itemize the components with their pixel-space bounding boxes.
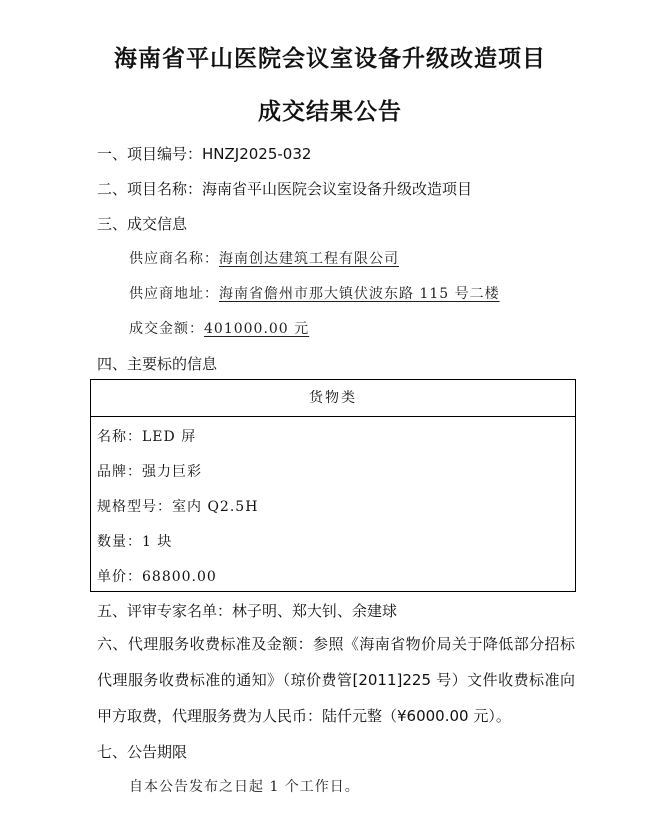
project-number: 一、项目编号：HNZJ2025-032 [97,145,312,163]
experts-line: 五、评审专家名单：林子明、郑大钊、余建球 [97,602,398,620]
main-target-heading: 四、主要标的信息 [97,355,218,373]
period-text: 自本公告发布之日起 1 个工作日。 [129,779,360,795]
supplier-name-value: 海南创达建筑工程有限公司 [219,251,399,267]
amount-value: 401000.00 元 [204,321,310,337]
supplier-name-label: 供应商名称： [129,251,219,267]
goods-price: 单价：68800.00 [97,569,217,585]
goods-brand: 品牌：强力巨彩 [97,464,202,480]
goods-spec: 规格型号：室内 Q2.5H [97,499,259,515]
goods-table [90,379,576,592]
amount-label: 成交金额： [129,321,204,337]
goods-table-header: 货物类 [91,380,575,417]
period-heading: 七、公告期限 [97,743,188,761]
goods-quantity: 数量：1 块 [97,534,173,550]
goods-name: 名称：LED 屏 [97,429,197,445]
fee-paragraph: 六、代理服务收费标准及金额：参照《海南省物价局关于降低部分招标代理服务收费标准的通知》（琼价费管[2011]225 号）文件收费标准向甲方取费，代理服务费为人民币：陆仟元整（¥6000.00 元）。 [97,635,575,725]
title-line-2: 成交结果公告 [258,99,402,125]
amount-line [129,318,309,338]
title-line-1: 海南省平山医院会议室设备升级改造项目 [114,46,546,72]
supplier-address-line [129,283,500,303]
supplier-address-label: 供应商地址： [129,286,219,302]
supplier-address-value: 海南省儋州市那大镇伏波东路 115 号二楼 [219,286,500,302]
supplier-name-line [129,248,399,268]
deal-info-heading: 三、成交信息 [97,215,188,233]
project-name: 二、项目名称：海南省平山医院会议室设备升级改造项目 [97,180,473,198]
